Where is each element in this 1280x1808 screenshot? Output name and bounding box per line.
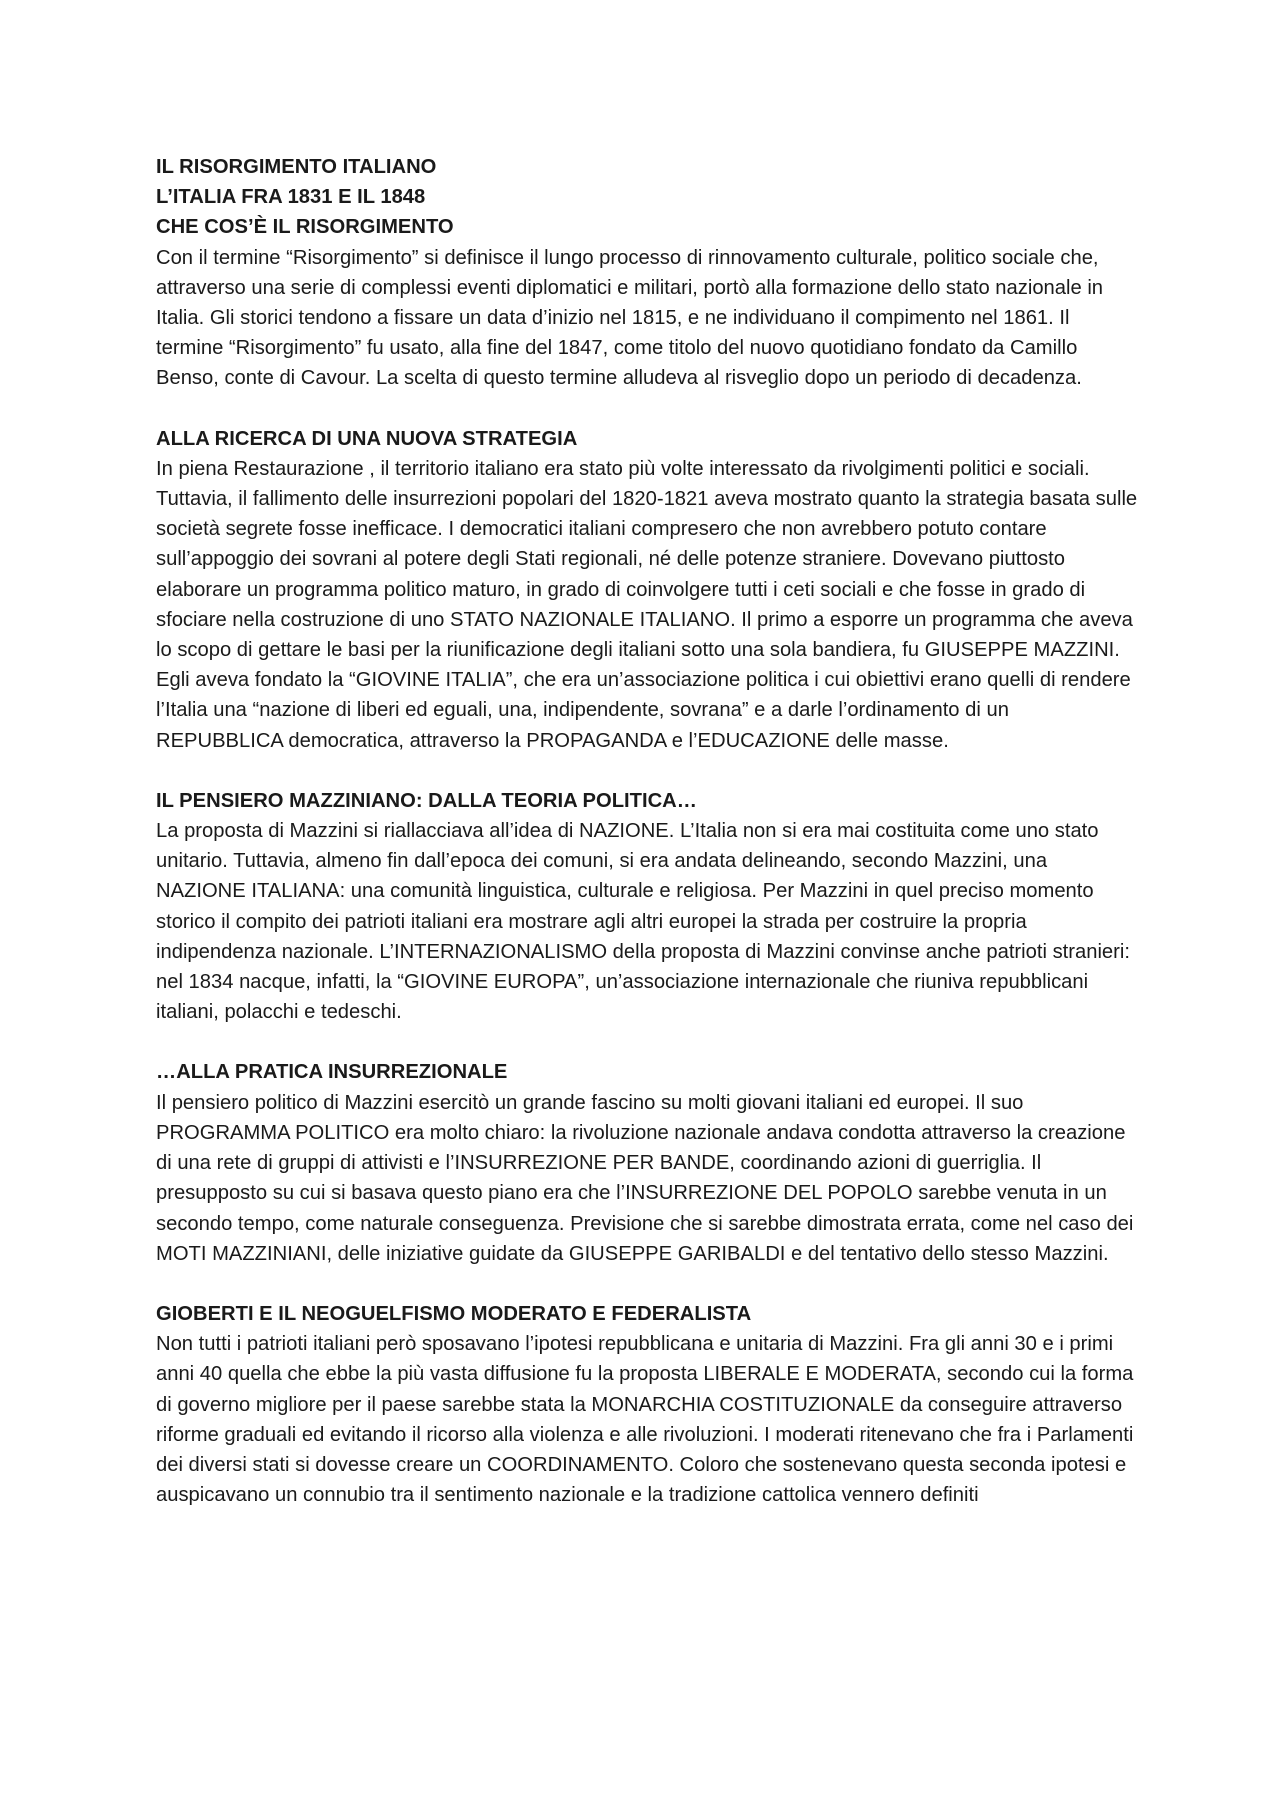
section-heading-intro: CHE COS’È IL RISORGIMENTO	[156, 216, 454, 239]
paragraph-spacer	[156, 756, 1138, 786]
section-heading-strategy: ALLA RICERCA DI UNA NUOVA STRATEGIA	[156, 427, 578, 450]
section-paragraph-mazzini-theory: La proposta di Mazzini si riallacciava all’idea di NAZIONE. L’Italia non si era mai costituita come uno stato unitario. Tuttavia, almeno fin dall’epoca dei comuni, si era andata delineando, secondo Mazzini, una NAZIONE ITALIANA: una comunità linguistica, culturale e religiosa. Per Mazzini in quel preciso momento storico il compito dei patrioti italiani era mostrare agli altri europei la strada per costruire la propria indipendenza nazionale. L’INTERNAZIONALISMO della proposta di Mazzini convinse anche patrioti stranieri: nel 1834 nacque, infatti, la “GIOVINE EUROPA”, un’associazione internazionale che riuniva repubblicani italiani, polacchi e tedeschi.	[156, 820, 1130, 1024]
paragraph-spacer	[156, 394, 1138, 424]
document-title: IL RISORGIMENTO ITALIANO	[156, 156, 437, 178]
paragraph-spacer	[156, 1027, 1138, 1057]
section-heading-gioberti: GIOBERTI E IL NEOGUELFISMO MODERATO E FEDERALISTA	[156, 1302, 752, 1325]
section-paragraph-strategy: In piena Restaurazione , il territorio italiano era stato più volte interessato da rivolgimenti politici e sociali. Tuttavia, il fallimento delle insurrezioni popolari del 1820-1821 aveva mostrato quanto la strategia basata sulle società segrete fosse inefficace. I democratici italiani compresero che non avrebbero potuto contare sull’appoggio dei sovrani al potere degli Stati regionali, né delle potenze straniere. Dovevano piuttosto elaborare un programma politico maturo, in grado di coinvolgere tutti i ceti sociali e che fosse in grado di sfociare nella costruzione di uno STATO NAZIONALE ITALIANO. Il primo a esporre un programma che aveva lo scopo di gettare le basi per la riunificazione degli italiani sotto una sola bandiera, fu GIUSEPPE MAZZINI. Egli aveva fondato la “GIOVINE ITALIA”, che era un’associazione politica i cui obiettivi erano quelli di rendere l’Italia una “nazione di liberi ed eguali, una, indipendente, sovrana” e a darle l’ordinamento di un REPUBBLICA democratica, attraverso la PROPAGANDA e l’EDUCAZIONE delle masse.	[156, 457, 1138, 752]
section-paragraph-insurrection: Il pensiero politico di Mazzini esercitò un grande fascino su molti giovani italiani ed europei. Il suo PROGRAMMA POLITICO era molto chiaro: la rivoluzione nazionale andava condotta attraverso la creazione di una rete di gruppi di attivisti e l’INSURREZIONE PER BANDE, coordinando azioni di guerriglia. Il presupposto su cui si basava questo piano era che l’INSURREZIONE DEL POPOLO sarebbe venuta in un secondo tempo, come naturale conseguenza. Previsione che si sarebbe dimostrata errata, come nel caso dei MOTI MAZZINIANI, delle iniziative guidate da GIUSEPPE GARIBALDI e del tentativo dello stesso Mazzini.	[156, 1091, 1134, 1265]
document-page	[156, 152, 1138, 1510]
section-heading-insurrection: …ALLA PRATICA INSURREZIONALE	[156, 1061, 508, 1084]
paragraph-spacer	[156, 1269, 1138, 1299]
document-subtitle: L’ITALIA FRA 1831 E IL 1848	[156, 186, 426, 209]
section-heading-mazzini-theory: IL PENSIERO MAZZINIANO: DALLA TEORIA POLITICA…	[156, 789, 697, 812]
section-paragraph-gioberti: Non tutti i patrioti italiani però sposavano l’ipotesi repubblicana e unitaria di Mazzini. Fra gli anni 30 e i primi anni 40 quella che ebbe la più vasta diffusione fu la proposta LIBERALE E MODERATA, secondo cui la forma di governo migliore per il paese sarebbe stata la MONARCHIA COSTITUZIONALE da conseguire attraverso riforme graduali ed evitando il ricorso alla violenza e alle rivoluzioni. I moderati ritenevano che fra i Parlamenti dei diversi stati si dovesse creare un COORDINAMENTO. Coloro che sostenevano questa seconda ipotesi e auspicavano un connubio tra il sentimento nazionale e la tradizione cattolica vennero definiti	[156, 1333, 1134, 1507]
section-paragraph-intro: Con il termine “Risorgimento” si definisce il lungo processo di rinnovamento culturale, politico sociale che, attraverso una serie di complessi eventi diplomatici e militari, portò alla formazione dello stato nazionale in Italia. Gli storici tendono a fissare un data d’inizio nel 1815, e ne individuano il compimento nel 1861. Il termine “Risorgimento” fu usato, alla fine del 1847, come titolo del nuovo quotidiano fondato da Camillo Benso, conte di Cavour. La scelta di questo termine alludeva al risveglio dopo un periodo di decadenza.	[156, 246, 1104, 390]
